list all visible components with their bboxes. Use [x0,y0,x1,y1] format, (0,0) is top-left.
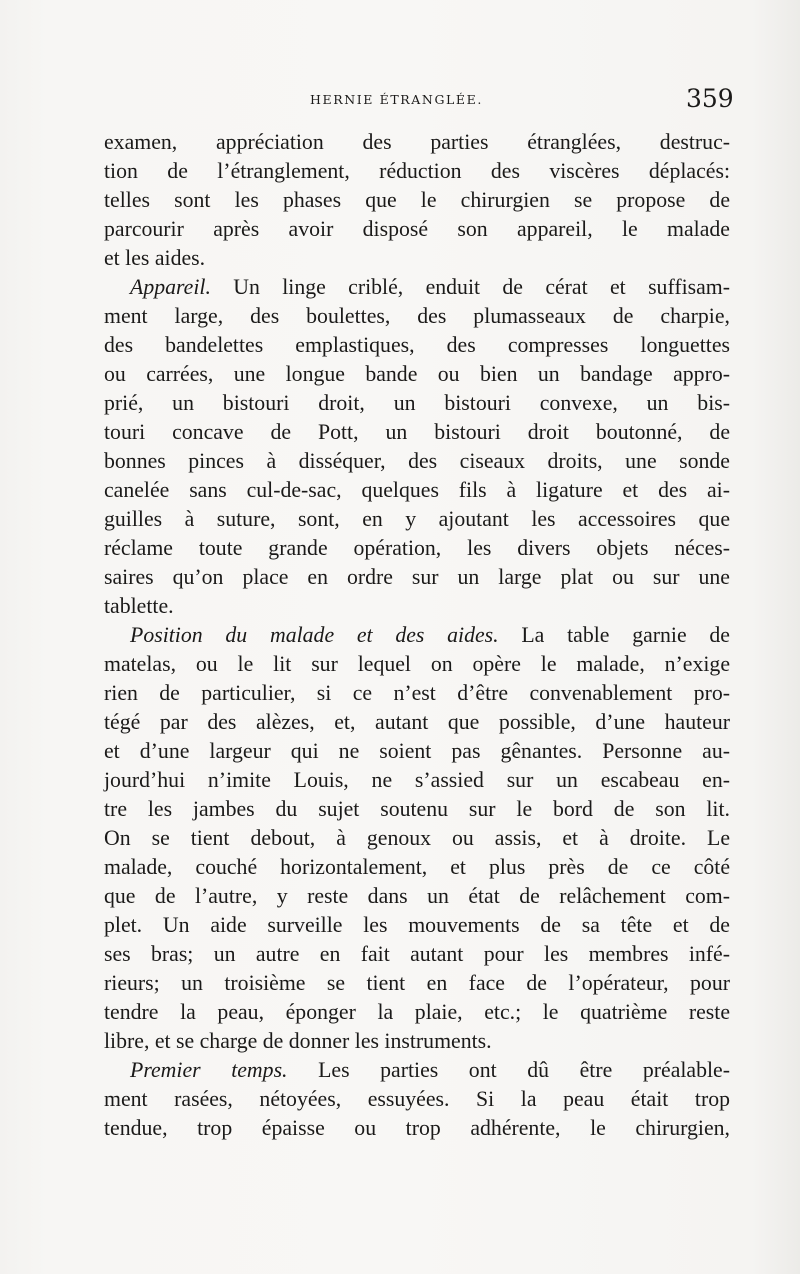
text-line: On se tient debout, à genoux ou assis, et à droite. Le [104,826,730,850]
paragraph-lead: Premier temps. [130,1058,288,1082]
text-line: tendre la peau, éponger la plaie, etc.; le quatrième reste [104,1000,730,1024]
text-line: touri concave de Pott, un bistouri droit boutonné, de [104,420,730,444]
text-line: plet. Un aide surveille les mouvements de sa tête et de [104,913,730,937]
running-header: HERNIE ÉTRANGLÉE. [310,92,483,107]
paragraph [104,128,730,273]
text-line: ses bras; un autre en fait autant pour les membres infé- [104,942,730,966]
text-line: parcourir après avoir disposé son appareil, le malade [104,217,730,241]
text-line: tre les jambes du sujet soutenu sur le bord de son lit. [104,797,730,821]
text-line: tégé par des alèzes, et, autant que possible, d’une hauteur [104,710,730,734]
text-line: rien de particulier, si ce n’est d’être convenablement pro- [104,681,730,705]
text-line: que de l’autre, y reste dans un état de relâchement com- [104,884,730,908]
paragraph [104,1056,730,1143]
text-line: jourd’hui n’imite Louis, ne s’assied sur un escabeau en- [104,768,730,792]
paragraph-lead: Appareil. [130,275,211,299]
text-line: libre, et se charge de donner les instruments. [104,1029,492,1053]
text-line: ou carrées, une longue bande ou bien un bandage appro- [104,362,730,386]
text-line: ment rasées, nétoyées, essuyées. Si la peau était trop [104,1087,730,1111]
text-line: tablette. [104,594,174,618]
text-run: Un linge criblé, enduit de cérat et suffisam- [210,275,730,299]
text-line: tion de l’étranglement, réduction des viscères déplacés: [104,159,730,183]
text-line: prié, un bistouri droit, un bistouri convexe, un bis- [104,391,730,415]
text-run: Les parties ont dû être préalable- [287,1058,730,1082]
text-line: rieurs; un troisième se tient en face de l’opérateur, pour [104,971,730,995]
paragraph-lead: Position du malade et des aides. [130,623,499,647]
text-line: malade, couché horizontalement, et plus près de ce côté [104,855,730,879]
text-line [104,621,730,650]
page-number: 359 [686,84,734,113]
text-line: matelas, ou le lit sur lequel on opère le malade, n’exige [104,652,730,676]
paragraph [104,621,730,1056]
text-line: et d’une largeur qui ne soient pas gênantes. Personne au- [104,739,730,763]
text-line [104,1056,730,1085]
text-line: tendue, trop épaisse ou trop adhérente, le chirurgien, [104,1116,730,1140]
text-line: canelée sans cul-de-sac, quelques fils à ligature et des ai- [104,478,730,502]
text-line: telles sont les phases que le chirurgien se propose de [104,188,730,212]
text-line: des bandelettes emplastiques, des compresses longuettes [104,333,730,357]
paragraph [104,273,730,621]
text-run: La table garnie de [498,623,730,647]
text-line: examen, appréciation des parties étranglées, destruc- [104,130,730,154]
text-line: bonnes pinces à disséquer, des ciseaux droits, une sonde [104,449,730,473]
text-line: réclame toute grande opération, les divers objets néces- [104,536,730,560]
text-line: saires qu’on place en ordre sur un large plat ou sur une [104,565,730,589]
text-line: guilles à suture, sont, en y ajoutant les accessoires que [104,507,730,531]
text-line [104,273,730,302]
text-line: et les aides. [104,246,206,270]
text-line: ment large, des boulettes, des plumasseaux de charpie, [104,304,730,328]
page-body [104,128,730,1143]
